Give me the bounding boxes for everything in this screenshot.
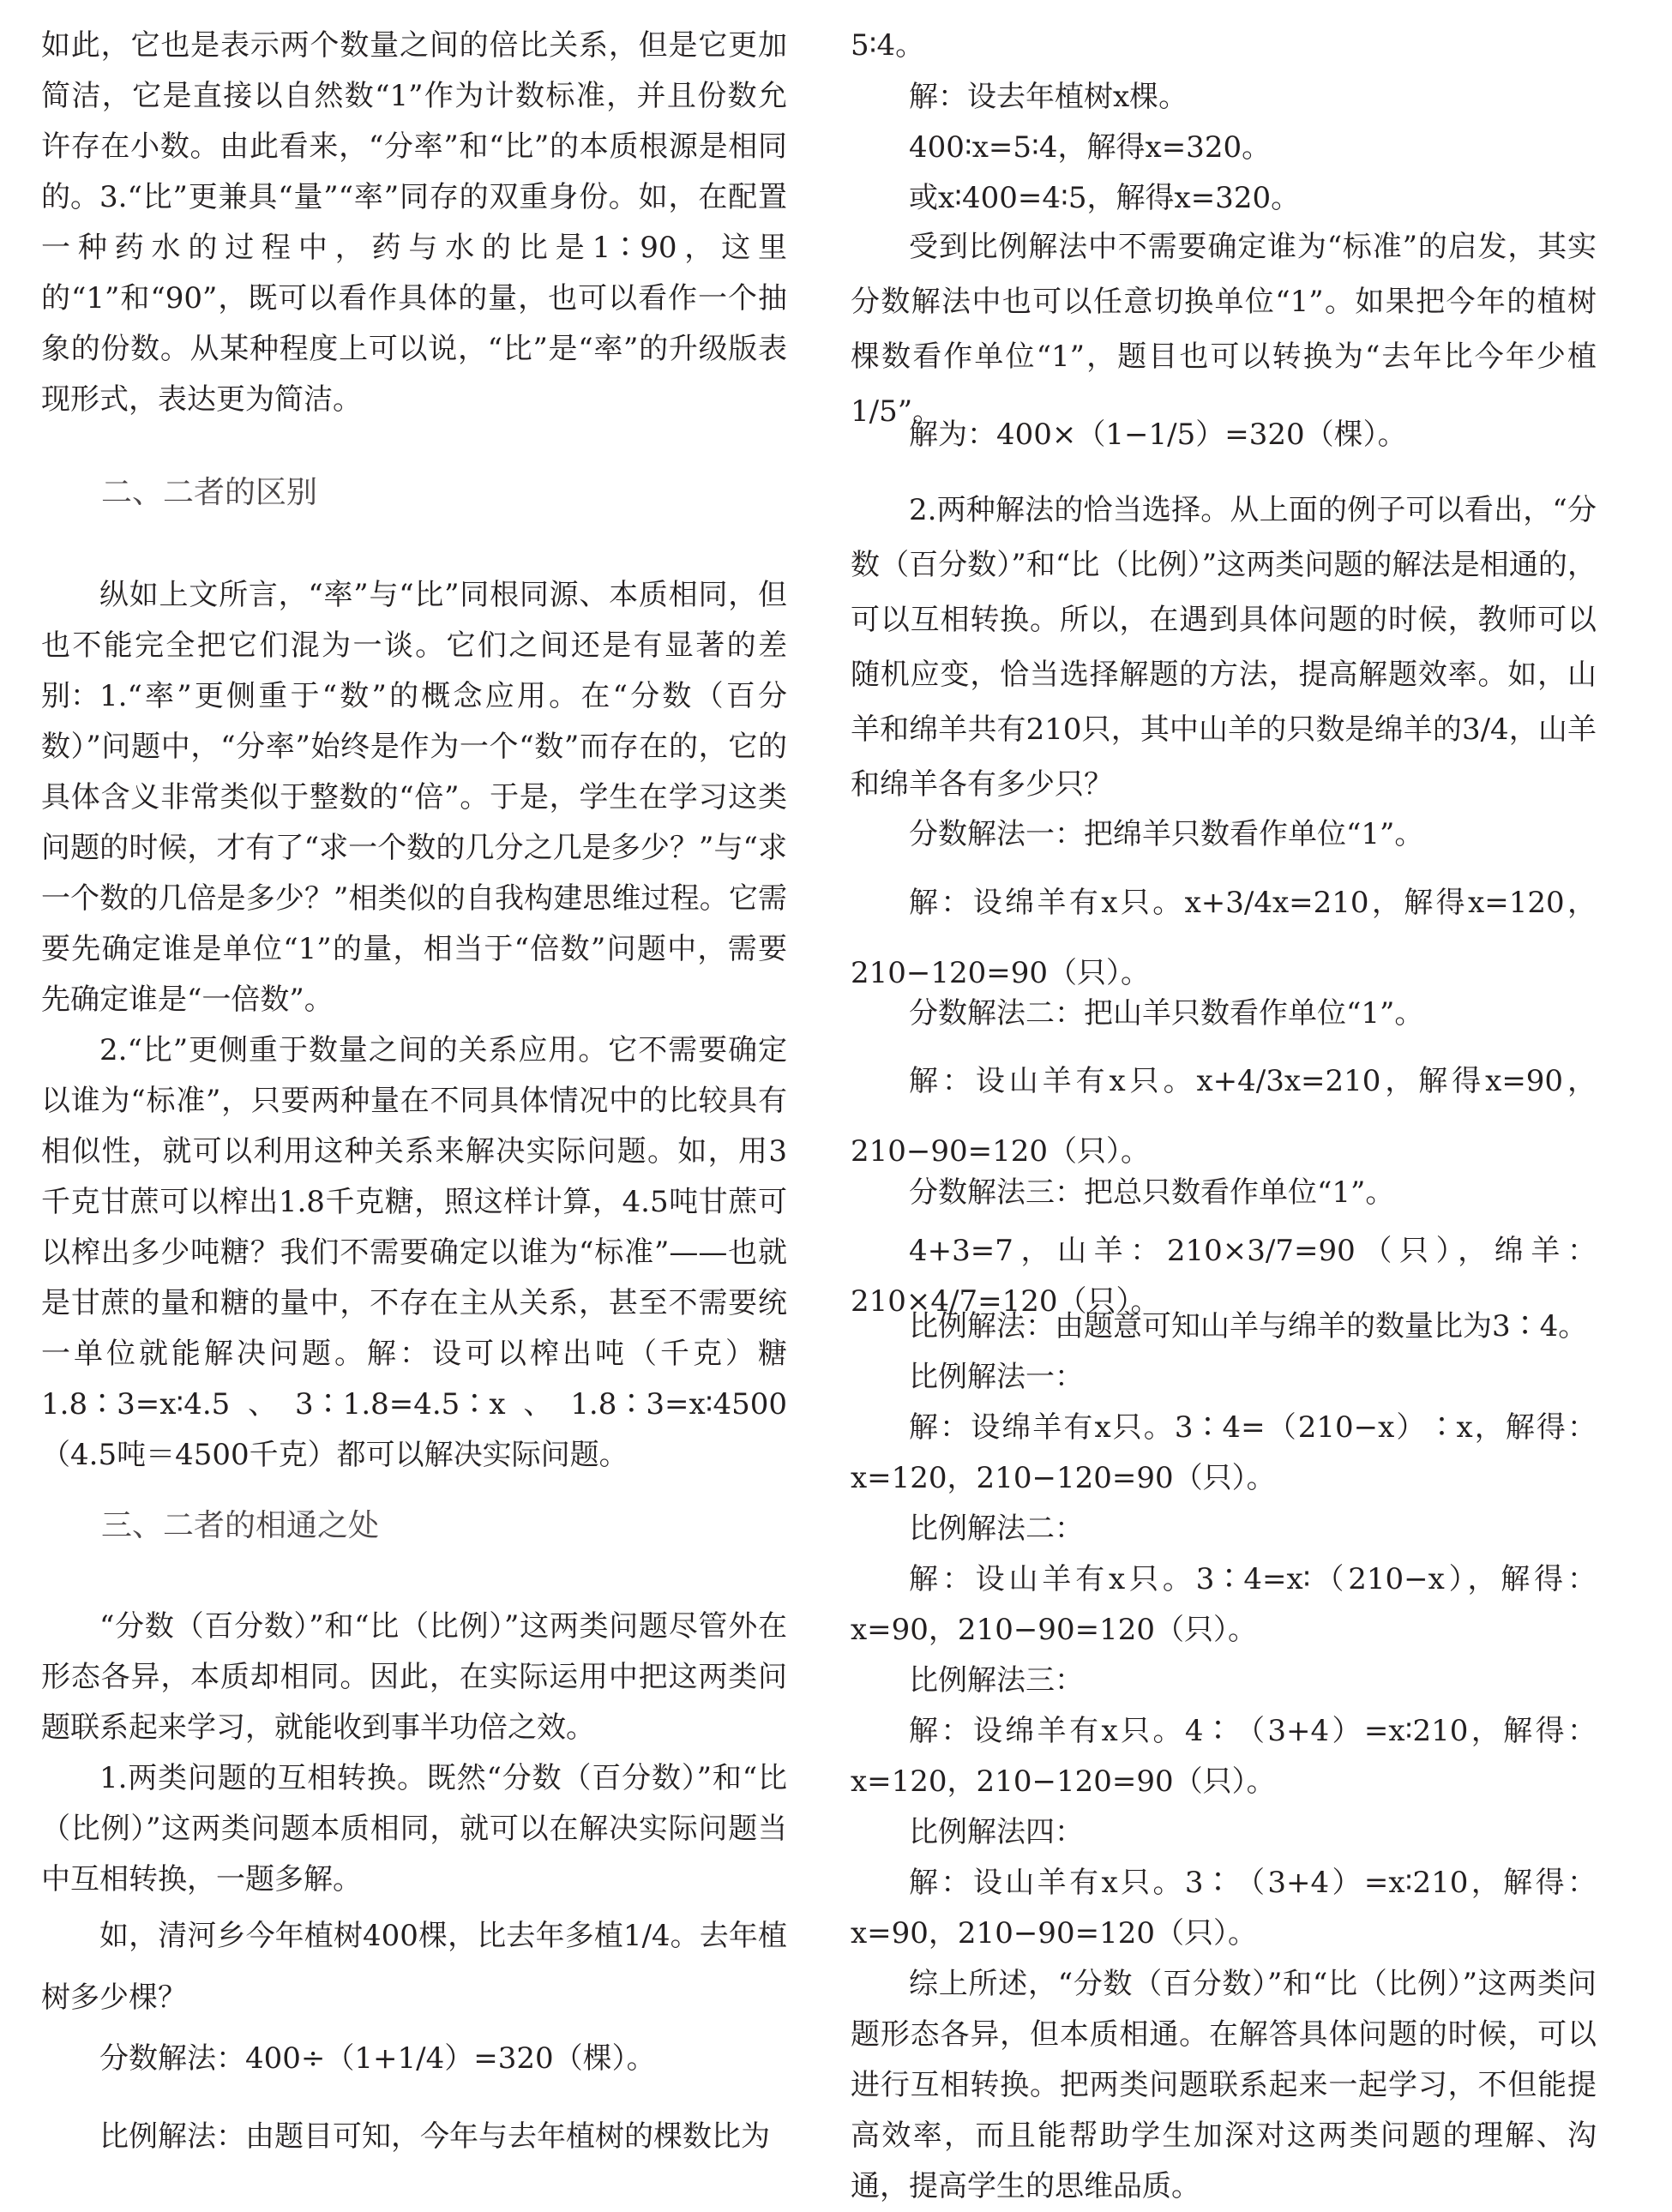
section-heading: 二、二者的区别 [101,475,318,510]
paragraph: 比例解法二： [909,1512,1084,1546]
paragraph: 受到比例解法中不需要确定谁为“标准”的启发，其实分数解法中也可以任意切换单位“1”。如果把今年的植树棵数看作单位“1”，题目也可以转换为“去年比今年少植1/5”。 [851,230,1597,429]
paragraph: 比例解法：由题意可知山羊与绵羊的数量比为3∶4。 [909,1309,1588,1343]
paragraph: 比例解法四： [909,1815,1084,1849]
paragraph: 3.“比”更兼具“量”“率”同存的双重身份。如，在配置一种药水的过程中，药与水的比是1∶90，这里的“1”和“90”，既可以看作具体的量，也可以看作一个抽象的份数。从某种程度上可以说，“比”是“率”的升级版表现形式，表达更为简洁。 [41,180,787,417]
paragraph: 分数解法二：把山羊只数看作单位“1”。 [909,996,1424,1031]
paragraph: 解：设山羊有x只。3∶（3+4）=x∶210，解得：x=90，210−90=120（只）。 [851,1866,1597,1951]
paragraph: 2.“比”更侧重于数量之间的关系应用。它不需要确定以谁为“标准”，只要两种量在不同具体情况中的比较具有相似性，就可以利用这种关系来解决实际问题。如，用3千克甘蔗可以榨出1.8千克糖，照这样计算，4.5吨甘蔗可以榨出多少吨糖？我们不需要确定以谁为“标准”——也就是甘蔗的量和糖的量中，不存在主从关系，甚至不需要统一单位就能解决问题。解：设可以榨出吨（千克）糖1.8∶3=x∶4.5、3∶1.8=4.5∶x、1.8∶3=x∶4500（4.5吨＝4500千克）都可以解决实际问题。 [41,1033,787,1472]
paragraph: 4+3=7，山羊：210×3/7=90（只），绵羊：210×4/7=120（只）。 [851,1234,1597,1319]
paragraph: 解：设山羊有x只。x+4/3x=210，解得x=90，210−90=120（只）。 [851,1064,1597,1169]
paragraph: 分数解法：400÷（1+1/4）=320（棵）。 [99,2041,656,2076]
paragraph: 解：设绵羊有x只。3∶4=（210−x）∶x，解得：x=120，210−120=90（只）。 [851,1410,1597,1495]
paragraph: 综上所述，“分数（百分数）”和“比（比例）”这两类问题形态各异，但本质相通。在解答具体问题的时候，可以进行互相转换。把两类问题联系起来一起学习，不但能提高效率，而且能帮助学生加深对这两类问题的理解、沟通，提高学生的思维品质。 [851,1967,1597,2203]
paragraph: 比例解法：由题目可知，今年与去年植树的棵数比为 [99,2119,770,2154]
section-heading: 三、二者的相通之处 [101,1508,380,1543]
paragraph: 2.两种解法的恰当选择。从上面的例子可以看出，“分数（百分数）”和“比（比例）”这两类问题的解法是相通的，可以互相转换。所以，在遇到具体问题的时候，教师可以随机应变，恰当选择解题的方法，提高解题效率。如，山羊和绵羊共有210只，其中山羊的只数是绵羊的3/4，山羊和绵羊各有多少只？ [851,493,1597,802]
paragraph: 1.两类问题的互相转换。既然“分数（百分数）”和“比（比例）”这两类问题本质相同，就可以在解决实际问题当中互相转换，一题多解。 [41,1761,787,1896]
paragraph: 或x∶400=4∶5，解得x=320。 [909,181,1301,215]
paragraph: “分数（百分数）”和“比（比例）”这两类问题尽管外在形态各异，本质却相同。因此，在实际运用中把这两类问题联系起来学习，就能收到事半功倍之效。 [41,1609,787,1745]
paragraph: 如，清河乡今年植树400棵，比去年多植1/4。去年植树多少棵？ [41,1919,787,2015]
paragraph: 解：设绵羊有x只。4∶（3+4）=x∶210，解得：x=120，210−120=90（只）。 [851,1714,1597,1799]
paragraph: 解：设去年植树x棵。 [909,80,1188,114]
paragraph: 纵如上文所言，“率”与“比”同根同源、本质相同，但也不能完全把它们混为一谈。它们之间还是有显著的差别： [41,578,787,713]
paragraph: 比例解法一： [909,1360,1084,1394]
paragraph: 如此，它也是表示两个数量之间的倍比关系，但是它更加简洁，它是直接以自然数“1”作为计数标准，并且份数允许存在小数。由此看来，“分率”和“比”的本质根源是相同的。 [41,28,787,214]
paragraph: 比例解法三： [909,1663,1084,1698]
paragraph: 400∶x=5∶4，解得x=320。 [909,130,1272,165]
paragraph: 分数解法三：把总只数看作单位“1”。 [909,1175,1395,1210]
paragraph: 分数解法一：把绵羊只数看作单位“1”。 [909,817,1424,851]
paragraph: 5∶4。 [851,28,925,63]
paragraph: 1.“率”更侧重于“数”的概念应用。在“分数（百分数）”问题中，“分率”始终是作为一个“数”而存在的，它的具体含义非常类似于整数的“倍”。于是，学生在学习这类问题的时候，才有了“求一个数的几分之几是多少？”与“求一个数的几倍是多少？”相类似的自我构建思维过程。它需要先确定谁是单位“1”的量，相当于“倍数”问题中，需要先确定谁是“一倍数”。 [41,679,787,1017]
paragraph: 解：设绵羊有x只。x+3/4x=210，解得x=120，210−120=90（只）。 [851,886,1597,990]
paragraph: 解：设山羊有x只。3∶4=x∶（210−x），解得：x=90，210−90=120（只）。 [851,1562,1597,1647]
paragraph: 解为：400×（1−1/5）=320（棵）。 [909,418,1407,452]
